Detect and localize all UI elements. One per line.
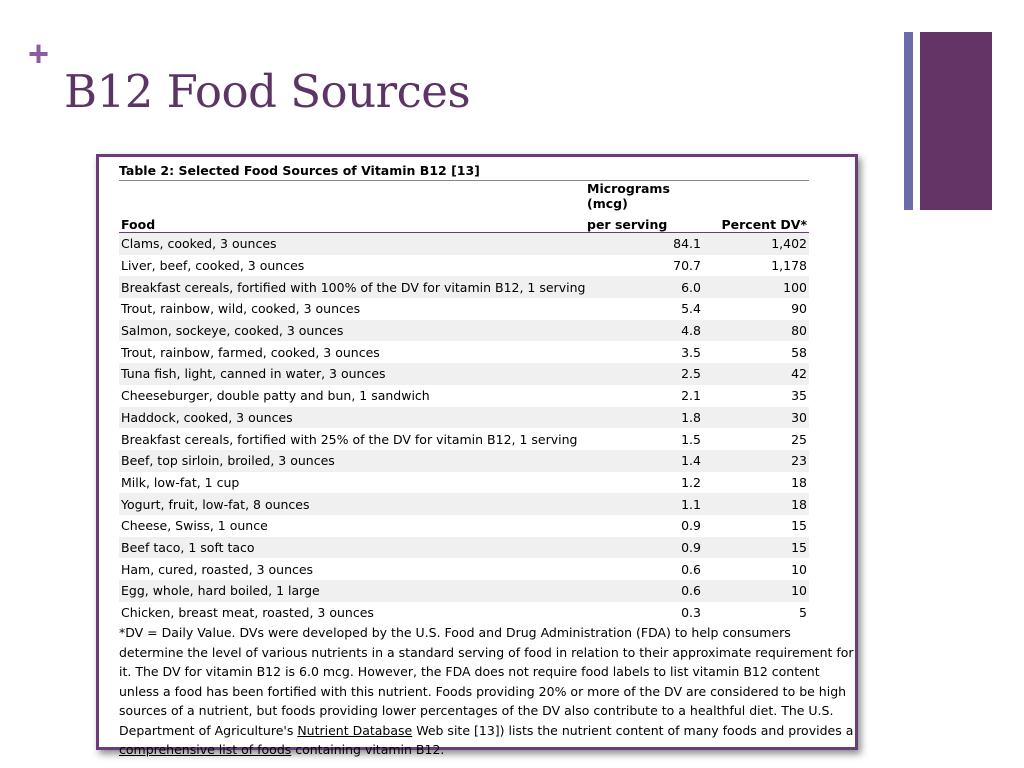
cell-percent-dv: 42 [703, 363, 809, 385]
table-caption: Table 2: Selected Food Sources of Vitamin B12 [13] [119, 161, 809, 181]
table-row [119, 515, 809, 537]
header-food: Food [119, 211, 585, 233]
cell-food: Liver, beef, cooked, 3 ounces [121, 258, 305, 274]
cell-mcg: 2.1 [681, 388, 701, 404]
footnote-line: *DV = Daily Value. DVs were developed by the U.S. Food and Drug Administration (FDA) to help consumers [119, 625, 791, 641]
cell-percent-dv: 10 [791, 561, 807, 577]
footnote-text: Department of Agriculture's [119, 722, 298, 738]
footnote [119, 623, 854, 760]
table-row [119, 558, 809, 580]
table-row [119, 580, 809, 602]
cell-mcg: 84.1 [585, 233, 703, 255]
decorative-bar-thin [904, 32, 913, 210]
header-mcg-line1: Micrograms (mcg) [587, 181, 670, 211]
cell-mcg: 0.3 [681, 605, 701, 621]
comprehensive-list-link[interactable]: comprehensive list of foods [119, 742, 292, 758]
cell-mcg: 3.5 [681, 344, 701, 360]
cell-food: Egg, whole, hard boiled, 1 large [119, 580, 585, 602]
footnote-line: sources of a nutrient, but foods providing lower percentages of the DV also contribute to a healthful diet. The U.S. [119, 703, 834, 719]
cell-food: Beef, top sirloin, broiled, 3 ounces [119, 450, 585, 472]
cell-percent-dv: 58 [791, 344, 807, 360]
table-row [119, 320, 809, 342]
cell-mcg: 6.0 [585, 276, 703, 298]
cell-percent-dv: 18 [791, 474, 807, 490]
cell-percent-dv: 35 [791, 388, 807, 404]
cell-mcg: 70.7 [673, 258, 701, 274]
table-body [119, 233, 809, 624]
cell-food: Haddock, cooked, 3 ounces [119, 407, 585, 429]
cell-food: Ham, cured, roasted, 3 ounces [121, 561, 314, 577]
cell-mcg: 1.2 [681, 474, 701, 490]
cell-percent-dv: 100 [703, 276, 809, 298]
cell-food: Milk, low-fat, 1 cup [121, 474, 240, 490]
cell-mcg: 2.5 [585, 363, 703, 385]
table-row [119, 472, 809, 494]
cell-percent-dv: 18 [703, 493, 809, 515]
cell-mcg: 4.8 [585, 320, 703, 342]
table-image-frame [96, 154, 858, 758]
cell-percent-dv: 15 [703, 537, 809, 559]
cell-mcg: 1.1 [585, 493, 703, 515]
footnote-line [119, 721, 854, 741]
cell-food: Chicken, breast meat, roasted, 3 ounces [121, 605, 374, 621]
cell-percent-dv: 1,402 [703, 233, 809, 255]
table-row [119, 407, 809, 429]
nutrient-database-link[interactable]: Nutrient Database [297, 722, 413, 738]
cell-food: Yogurt, fruit, low-fat, 8 ounces [119, 493, 585, 515]
header-row-2 [119, 211, 809, 233]
table-content [119, 161, 854, 760]
table-row [119, 385, 809, 407]
cell-food: Cheese, Swiss, 1 ounce [121, 518, 268, 534]
cell-percent-dv: 30 [703, 407, 809, 429]
cell-food: Breakfast cereals, fortified with 25% of the DV for vitamin B12, 1 serving [121, 431, 578, 447]
cell-percent-dv: 25 [791, 431, 807, 447]
cell-mcg: 5.4 [681, 301, 701, 317]
cell-percent-dv: 80 [703, 320, 809, 342]
header-blank [119, 181, 585, 211]
cell-mcg: 0.9 [681, 518, 701, 534]
cell-mcg: 1.8 [585, 407, 703, 429]
cell-percent-dv: 10 [703, 580, 809, 602]
slide-title: B12 Food Sources [64, 65, 471, 118]
cell-food: Cheeseburger, double patty and bun, 1 sandwich [121, 388, 430, 404]
plus-icon: + [28, 33, 50, 74]
cell-food: Clams, cooked, 3 ounces [119, 233, 585, 255]
table-row [119, 493, 809, 515]
cell-food: Trout, rainbow, wild, cooked, 3 ounces [121, 301, 361, 317]
cell-food: Trout, rainbow, farmed, cooked, 3 ounces [121, 344, 380, 360]
header-mcg-line2: per serving [585, 211, 703, 233]
cell-food: Salmon, sockeye, cooked, 3 ounces [119, 320, 585, 342]
cell-percent-dv: 1,178 [771, 258, 807, 274]
table-row [119, 450, 809, 472]
table-row [119, 233, 809, 255]
cell-mcg: 0.6 [585, 580, 703, 602]
table-row [119, 255, 809, 277]
table-row [119, 602, 809, 624]
table-row [119, 298, 809, 320]
footnote-line: unless a food has been fortified with this nutrient. Foods providing 20% or more of the DV are considered to be high [119, 683, 847, 699]
cell-percent-dv: 5 [799, 605, 807, 621]
cell-food: Tuna fish, light, canned in water, 3 ounces [119, 363, 585, 385]
table-row [119, 341, 809, 363]
header-row-1 [119, 181, 809, 211]
table-row [119, 428, 809, 450]
header-percent-dv: Percent DV* [703, 211, 809, 233]
cell-mcg: 1.4 [585, 450, 703, 472]
table-row [119, 276, 809, 298]
table-row [119, 363, 809, 385]
food-sources-table [119, 181, 809, 623]
table-row [119, 537, 809, 559]
footnote-line: determine the level of various nutrients in a standard serving of food in relation to their approximate requirement for [119, 644, 854, 660]
cell-food: Beef taco, 1 soft taco [119, 537, 585, 559]
cell-mcg: 1.5 [681, 431, 701, 447]
footnote-line: it. The DV for vitamin B12 is 6.0 mcg. However, the FDA does not require food labels to list vitamin B12 content [119, 664, 820, 680]
cell-mcg: 0.9 [585, 537, 703, 559]
cell-percent-dv: 23 [703, 450, 809, 472]
footnote-line [119, 740, 841, 760]
decorative-bar-thick [920, 32, 992, 210]
footnote-text: Web site [13]) lists the nutrient content of many foods and provides a [412, 722, 854, 738]
cell-mcg: 0.6 [681, 561, 701, 577]
footnote-text: containing vitamin B12. [291, 742, 445, 758]
header-blank-2 [703, 181, 809, 211]
cell-percent-dv: 15 [791, 518, 807, 534]
cell-food: Breakfast cereals, fortified with 100% of the DV for vitamin B12, 1 serving [119, 276, 585, 298]
cell-percent-dv: 90 [791, 301, 807, 317]
